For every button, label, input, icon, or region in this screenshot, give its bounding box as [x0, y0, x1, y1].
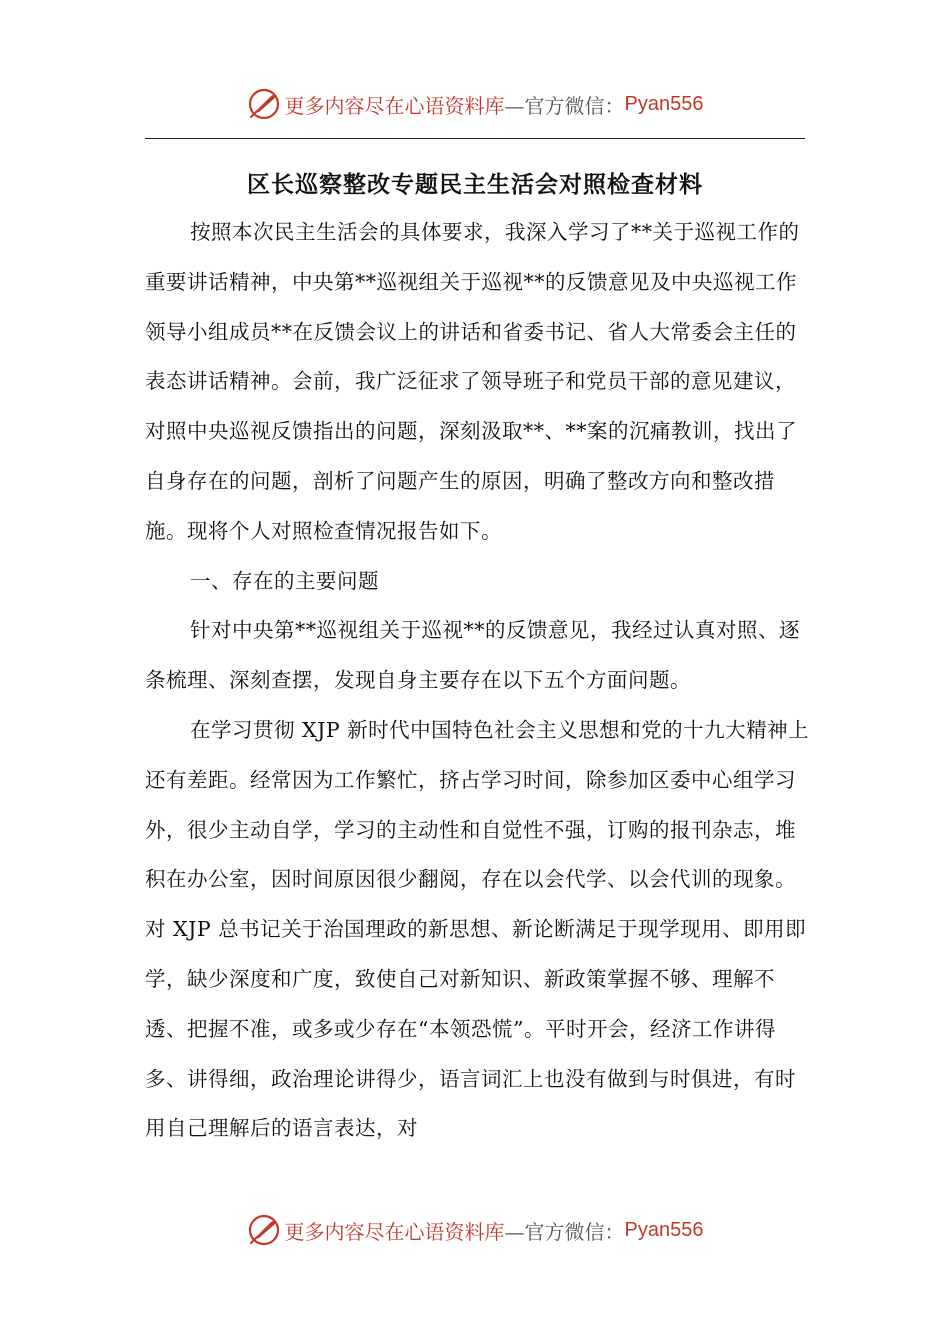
footer-banner-title: 更多内容尽在心语资料库	[284, 1219, 505, 1244]
paragraph-study-issue: 在学习贯彻 XJP 新时代中国特色社会主义思想和党的十九大精神上还有差距。经常因为工作繁忙，挤占学习时间，除参加区委中心组学习外，很少主动自学，学习的主动性和自觉性不强，订购的报刊杂志，堆积在办公室，因时间原因很少翻阅，存在以会代学、以会代训的现象。对 XJP 总书记关于治国理政的新思想、新论断满足于现学现用、即用即学，缺少深度和广度，致使自己对新知识、新政策掌握不够、理解不透、把握不准，或多或少存在“本领恐慌”。平时开会，经济工作讲得多、讲得细，政治理论讲得少，语言词汇上也没有做到与时俱进，有时用自己理解后的语言表达，对	[145, 717, 810, 1141]
document-body	[145, 208, 815, 1154]
footer-banner-wechat-id: Pyan556	[624, 1218, 704, 1241]
footer-banner-wechat-label: —官方微信：	[504, 1219, 625, 1244]
quill-logo-icon	[247, 87, 281, 121]
document-title: 区长巡察整改专题民主生活会对照检查材料	[247, 172, 703, 198]
footer-banner	[0, 1210, 950, 1250]
header-banner-wechat-label: —官方微信：	[504, 93, 625, 118]
section-heading: 一、存在的主要问题	[190, 568, 379, 593]
header-banner	[0, 84, 950, 124]
paragraph-intro: 按照本次民主生活会的具体要求，我深入学习了**关于巡视工作的重要讲话精神，中央第**巡视组关于巡视**的反馈意见及中央巡视工作领导小组成员**在反馈会议上的讲话和省委书记、省人大常委会主任的表态讲话精神。会前，我广泛征求了领导班子和党员干部的意见建议，对照中央巡视反馈指出的问题，深刻汲取**、**案的沉痛教训，找出了自身存在的问题，剖析了问题产生的原因，明确了整改方向和整改措施。现将个人对照检查情况报告如下。	[145, 220, 800, 543]
header-banner-wechat-id: Pyan556	[624, 92, 704, 115]
paragraph-overview: 针对中央第**巡视组关于巡视**的反馈意见，我经过认真对照、逐条梳理、深刻查摆，发现自身主要存在以下五个方面问题。	[145, 618, 800, 693]
header-banner-title: 更多内容尽在心语资料库	[284, 93, 505, 118]
header-divider	[145, 138, 805, 139]
quill-logo-icon	[247, 1213, 281, 1247]
